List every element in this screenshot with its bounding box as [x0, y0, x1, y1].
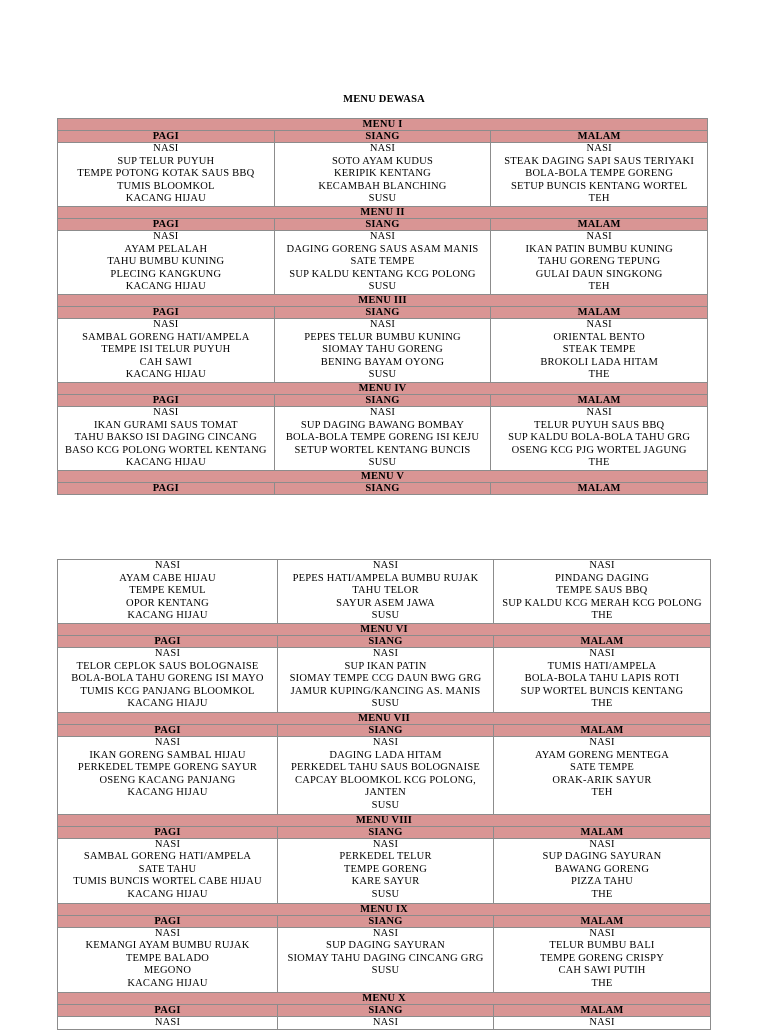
meal-header-row [58, 482, 708, 494]
header-pagi: PAGI [58, 1004, 278, 1016]
cell-pagi [58, 318, 275, 382]
menu-item: TEMPE BALADO [125, 952, 210, 964]
menu-item: SUP KALDU BOLA-BOLA TAHU GRG [508, 432, 691, 444]
header-malam: MALAM [491, 131, 708, 143]
menu-item: MEGONO [143, 965, 192, 977]
meal-items-row [58, 318, 708, 382]
header-siang: SIANG [274, 394, 491, 406]
cell-malam [494, 1016, 711, 1030]
meal-items-row [58, 927, 711, 992]
menu-title: MENU IV [58, 382, 708, 394]
header-malam: MALAM [494, 915, 711, 927]
menu-item: NASI [589, 560, 615, 571]
cell-siang [278, 737, 494, 815]
meal-header-row [58, 826, 711, 838]
menu-item: KERIPIK KENTANG [334, 168, 431, 180]
menu-item: NASI [154, 838, 181, 850]
header-pagi: PAGI [58, 306, 275, 318]
menu-item: AYAM PELALAH [124, 243, 208, 255]
meal-items-row [58, 143, 708, 207]
menu-title: MENU IX [58, 903, 711, 915]
menu-item: KACANG HIJAU [127, 787, 208, 799]
header-malam: MALAM [491, 306, 708, 318]
menu-item: SUSU [371, 888, 400, 900]
menu-item: NASI [589, 737, 615, 748]
cell-pagi [58, 737, 278, 815]
menu-item: SIOMAY TAHU DAGING CINCANG GRG [287, 952, 484, 964]
menu-item: TUMIS BUNCIS WORTEL CABE HIJAU [73, 876, 262, 888]
menu-item: SAMBAL GORENG HATI/AMPELA [83, 851, 252, 863]
menu-item: NASI [372, 1016, 399, 1028]
header-malam: MALAM [491, 218, 708, 230]
menu-item: CAH SAWI PUTIH [558, 965, 646, 977]
menu-item: NASI [372, 927, 399, 939]
menu-item: TAHU BAKSO ISI DAGING CINCANG [74, 432, 257, 444]
menu-title-row [58, 713, 711, 725]
menu-item: TEMPE ISI TELUR PUYUH [101, 344, 231, 356]
menu-item: TEMPE POTONG KOTAK SAUS BBQ [77, 168, 255, 180]
meal-items-row [58, 560, 711, 624]
cell-pagi [58, 230, 275, 294]
menu-item: KEMANGI AYAM BUMBU RUJAK [85, 940, 250, 952]
meal-items-row [58, 737, 711, 815]
menu-item: KARE SAYUR [351, 876, 420, 888]
meal-items-row [58, 406, 708, 470]
menu-item: IKAN GORENG SAMBAL HIJAU [89, 749, 246, 761]
menu-item: KACANG HIJAU [127, 610, 208, 622]
cell-pagi [58, 143, 275, 207]
menu-item: OSENG KCG PJG WORTEL JAGUNG [511, 444, 687, 456]
menu-title-row [58, 470, 708, 482]
menu-item: SUSU [371, 698, 400, 710]
header-pagi: PAGI [58, 394, 275, 406]
header-siang: SIANG [278, 1004, 494, 1016]
cell-malam [491, 318, 708, 382]
menu-item: IKAN GURAMI SAUS TOMAT [93, 419, 238, 431]
cell-siang [278, 1016, 494, 1030]
menu-item: THE [591, 888, 613, 900]
cell-siang [278, 560, 494, 624]
menu-item: KACANG HIJAU [125, 281, 206, 293]
menu-item: PERKEDEL TAHU SAUS BOLOGNAISE [290, 762, 480, 774]
menu-item: SATE TAHU [138, 863, 197, 875]
cell-pagi [58, 406, 275, 470]
menu-item: BASO KCG POLONG WORTEL KENTANG [64, 444, 267, 456]
menu-item: PLECING KANGKUNG [110, 268, 222, 280]
menu-item: NASI [372, 737, 399, 748]
cell-malam [491, 230, 708, 294]
menu-item: NASI [154, 1016, 181, 1028]
header-malam: MALAM [494, 636, 711, 648]
menu-item: SUP DAGING BAWANG BOMBAY [300, 419, 465, 431]
menu-item: SIOMAY TEMPE CCG DAUN BWG GRG [289, 673, 482, 685]
menu-item: TEMPE KEMUL [129, 585, 206, 597]
menu-item: OSENG KACANG PANJANG [99, 774, 236, 786]
meal-header-row [58, 131, 708, 143]
menu-table-page-1 [57, 118, 708, 495]
menu-item: AYAM GORENG MENTEGA [534, 749, 670, 761]
menu-item: NASI [369, 318, 396, 330]
header-siang: SIANG [278, 636, 494, 648]
menu-item: SATE TEMPE [350, 256, 415, 268]
menu-item: TEH [591, 787, 613, 799]
meal-header-row [58, 306, 708, 318]
menu-item: PINDANG DAGING [554, 572, 650, 584]
menu-item: NASI [589, 838, 615, 850]
cell-malam [491, 406, 708, 470]
menu-item: THE [591, 698, 613, 710]
menu-item: CAH SAWI [139, 356, 193, 368]
menu-title-row [58, 206, 708, 218]
header-malam: MALAM [494, 826, 711, 838]
menu-item: NASI [369, 230, 396, 242]
menu-item: TUMIS HATI/AMPELA [547, 660, 657, 672]
header-pagi: PAGI [58, 218, 275, 230]
header-malam: MALAM [491, 482, 708, 494]
menu-item: NASI [586, 318, 612, 330]
header-siang: SIANG [274, 218, 491, 230]
menu-title: MENU V [58, 470, 708, 482]
menu-item: THE [588, 457, 610, 469]
cell-siang [278, 927, 494, 992]
menu-item: BOLA-BOLA TAHU GORENG ISI MAYO [71, 673, 264, 685]
menu-item: BOLA-BOLA TEMPE GORENG ISI KEJU [285, 432, 480, 444]
menu-item: OPOR KENTANG [126, 597, 209, 609]
menu-title-row [58, 382, 708, 394]
menu-title-row [58, 903, 711, 915]
menu-item: PIZZA TAHU [571, 876, 633, 888]
menu-item: PEPES TELUR BUMBU KUNING [304, 331, 461, 343]
meal-header-row [58, 725, 711, 737]
menu-item: IKAN PATIN BUMBU KUNING [525, 243, 673, 255]
cell-siang [278, 838, 494, 903]
menu-item: TEH [588, 193, 610, 205]
cell-malam [494, 648, 711, 713]
menu-item: SUP IKAN PATIN [344, 660, 427, 672]
menu-item: KACANG HIJAU [127, 977, 208, 989]
header-malam: MALAM [494, 725, 711, 737]
menu-item: KACANG HIJAU [125, 457, 206, 469]
menu-item: TAHU BUMBU KUNING [107, 256, 225, 268]
menu-item: NASI [153, 230, 179, 242]
menu-item: TEMPE GORENG CRISPY [540, 952, 664, 964]
menu-item: NASI [372, 838, 399, 850]
menu-title: MENU VII [58, 713, 711, 725]
menu-item: NASI [153, 318, 179, 330]
menu-title: MENU III [58, 294, 708, 306]
menu-title: MENU VI [58, 624, 711, 636]
menu-item: TAHU TELOR [352, 585, 419, 597]
menu-item: TELOR CEPLOK SAUS BOLOGNAISE [76, 660, 259, 672]
menu-item: TEMPE GORENG [343, 863, 428, 875]
menu-item: SUP KALDU KCG MERAH KCG POLONG [502, 597, 702, 609]
cell-pagi [58, 927, 278, 992]
menu-title: MENU I [58, 119, 708, 131]
menu-item: BOLA-BOLA TEMPE GORENG [525, 168, 674, 180]
menu-title-row [58, 119, 708, 131]
cell-siang [274, 318, 491, 382]
menu-item: THE [591, 977, 613, 989]
menu-item: THE [588, 369, 610, 381]
meal-items-row [58, 1016, 711, 1030]
cell-pagi [58, 648, 278, 713]
header-pagi: PAGI [58, 725, 278, 737]
cell-siang [274, 406, 491, 470]
meal-items-row [58, 230, 708, 294]
menu-item: SUSU [371, 610, 400, 622]
menu-item: SUP TELUR PUYUH [117, 155, 215, 167]
header-pagi: PAGI [58, 131, 275, 143]
meal-header-row [58, 636, 711, 648]
menu-title-row [58, 624, 711, 636]
menu-item: SUSU [371, 799, 400, 811]
menu-item: NASI [154, 560, 181, 571]
menu-item: SOTO AYAM KUDUS [331, 155, 433, 167]
menu-item: SUP DAGING SAYURAN [542, 851, 662, 863]
header-malam: MALAM [494, 1004, 711, 1016]
menu-item: SETUP BUNCIS KENTANG WORTEL [511, 180, 688, 192]
meal-items-row [58, 648, 711, 713]
menu-item: NASI [589, 927, 615, 939]
menu-item: SUP KALDU KENTANG KCG POLONG [289, 268, 476, 280]
meal-header-row [58, 1004, 711, 1016]
menu-item: SUP DAGING SAYURAN [326, 940, 445, 952]
menu-title-row [58, 814, 711, 826]
menu-item: SETUP WORTEL KENTANG BUNCIS [294, 444, 471, 456]
header-pagi: PAGI [58, 826, 278, 838]
menu-item: AYAM CABE HIJAU [119, 572, 216, 584]
cell-malam [494, 927, 711, 992]
menu-item: NASI [154, 648, 181, 659]
cell-siang [278, 648, 494, 713]
cell-pagi [58, 838, 278, 903]
menu-item: NASI [154, 737, 181, 748]
menu-item: TAHU GORENG TEPUNG [538, 256, 661, 268]
menu-item: NASI [586, 230, 612, 242]
menu-item: TEH [588, 281, 610, 293]
menu-item: PERKEDEL TEMPE GORENG SAYUR [77, 762, 258, 774]
menu-item: NASI [372, 560, 399, 571]
menu-item: SAYUR ASEM JAWA [336, 597, 435, 609]
menu-item: TELUR BUMBU BALI [549, 940, 655, 952]
menu-table-page-2 [57, 559, 711, 1030]
menu-item: NASI [589, 1016, 615, 1028]
menu-item: SAMBAL GORENG HATI/AMPELA [82, 331, 250, 343]
menu-item: DAGING LADA HITAM [329, 749, 442, 761]
menu-item: NASI [369, 406, 396, 418]
menu-item: PERKEDEL TELUR [339, 851, 432, 863]
menu-item: SUSU [371, 965, 400, 977]
menu-item: KECAMBAH BLANCHING [318, 180, 447, 192]
menu-item: KACANG HIJAU [125, 193, 206, 205]
header-pagi: PAGI [58, 482, 275, 494]
menu-title-row [58, 992, 711, 1004]
menu-title: MENU II [58, 206, 708, 218]
menu-item: NASI [372, 648, 399, 659]
cell-malam [494, 737, 711, 815]
menu-item: TEMPE SAUS BBQ [556, 585, 648, 597]
cell-pagi [58, 560, 278, 624]
menu-item: NASI [154, 927, 181, 939]
menu-item: SATE TEMPE [570, 762, 634, 774]
menu-title: MENU X [58, 992, 711, 1004]
cell-siang [274, 230, 491, 294]
menu-item: TELUR PUYUH SAUS BBQ [534, 419, 665, 431]
menu-item: ORAK-ARIK SAYUR [552, 774, 652, 786]
menu-item: THE [591, 610, 613, 622]
menu-item: SUSU [368, 193, 397, 205]
cell-pagi [58, 1016, 278, 1030]
cell-malam [494, 838, 711, 903]
menu-item: SUSU [368, 457, 397, 469]
menu-item: KACANG HIJAU [127, 888, 208, 900]
menu-item: DAGING GORENG SAUS ASAM MANIS [286, 243, 479, 255]
header-siang: SIANG [278, 915, 494, 927]
header-siang: SIANG [274, 131, 491, 143]
menu-item: SUSU [368, 369, 397, 381]
menu-item: JANTEN [365, 787, 406, 799]
header-malam: MALAM [491, 394, 708, 406]
header-siang: SIANG [274, 482, 491, 494]
menu-item: GULAI DAUN SINGKONG [535, 268, 663, 280]
header-pagi: PAGI [58, 915, 278, 927]
meal-items-row [58, 838, 711, 903]
header-siang: SIANG [278, 826, 494, 838]
menu-item: BROKOLI LADA HITAM [540, 356, 658, 368]
cell-malam [491, 143, 708, 207]
menu-item: NASI [586, 406, 612, 418]
menu-item: JAMUR KUPING/KANCING AS. MANIS [290, 685, 481, 697]
menu-item: CAPCAY BLOOMKOL KCG POLONG, [294, 774, 476, 786]
document-title: MENU DEWASA [343, 94, 425, 105]
menu-item: NASI [369, 143, 396, 154]
meal-header-row [58, 218, 708, 230]
meal-header-row [58, 394, 708, 406]
header-pagi: PAGI [58, 636, 278, 648]
menu-item: STEAK TEMPE [562, 344, 636, 356]
menu-item: NASI [153, 406, 179, 418]
menu-item: BENING BAYAM OYONG [320, 356, 445, 368]
cell-siang [274, 143, 491, 207]
menu-item: SIOMAY TAHU GORENG [322, 344, 443, 356]
menu-item: BOLA-BOLA TAHU LAPIS ROTI [524, 673, 680, 685]
meal-header-row [58, 915, 711, 927]
menu-item: STEAK DAGING SAPI SAUS TERIYAKI [504, 155, 695, 167]
menu-item: KACANG HIAJU [127, 698, 208, 710]
menu-item: NASI [153, 143, 179, 154]
menu-title-row [58, 294, 708, 306]
menu-item: PEPES HATI/AMPELA BUMBU RUJAK [292, 572, 479, 584]
menu-item: TUMIS BLOOMKOL [117, 180, 215, 192]
menu-item: ORIENTAL BENTO [553, 331, 645, 343]
menu-item: KACANG HIJAU [125, 369, 206, 381]
cell-malam [494, 560, 711, 624]
header-siang: SIANG [278, 725, 494, 737]
header-siang: SIANG [274, 306, 491, 318]
menu-title: MENU VIII [58, 814, 711, 826]
menu-item: SUSU [368, 281, 397, 293]
menu-item: SUP WORTEL BUNCIS KENTANG [520, 685, 684, 697]
menu-item: BAWANG GORENG [554, 863, 650, 875]
menu-item: NASI [586, 143, 612, 154]
menu-item: TUMIS KCG PANJANG BLOOMKOL [80, 685, 255, 697]
menu-item: NASI [589, 648, 615, 659]
